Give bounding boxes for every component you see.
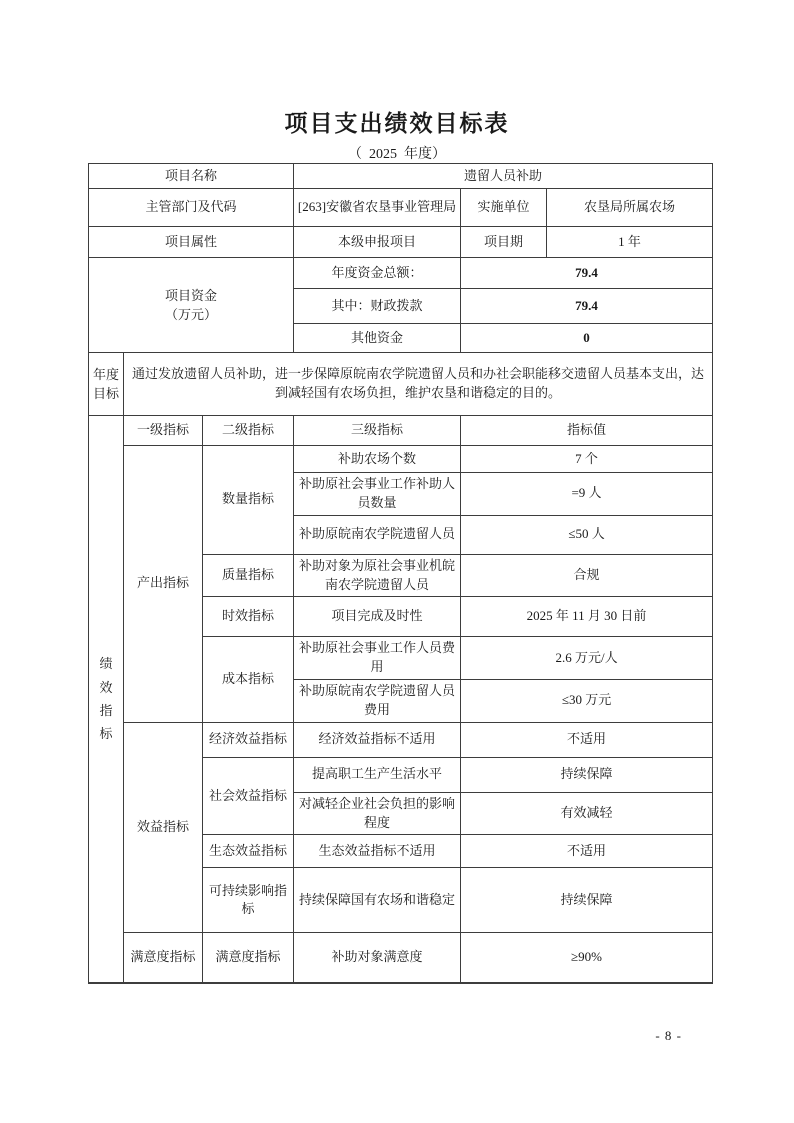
- funds-label: [89, 258, 294, 353]
- indicator-value: 2025 年 11 月 30 日前: [461, 597, 713, 637]
- project-name-label: 项目名称: [89, 164, 294, 189]
- attr-label: 项目属性: [89, 227, 294, 258]
- page-number: - 8 -: [655, 1028, 682, 1043]
- indicator-value: 有效减轻: [461, 792, 713, 835]
- level1-output: 产出指标: [124, 446, 203, 723]
- indicator-name: 补助原皖南农学院遗留人员: [294, 515, 461, 554]
- indicator-name: 对减轻企业社会负担的影响程度: [294, 792, 461, 835]
- indicator-value: 不适用: [461, 722, 713, 757]
- indicator-name: 补助原皖南农学院遗留人员费用: [294, 680, 461, 723]
- indicator-name: 提高职工生产生活水平: [294, 757, 461, 792]
- level1-satisfaction: 满意度指标: [124, 933, 203, 983]
- level2-quality: 质量指标: [203, 554, 294, 597]
- period-label: 项目期: [461, 227, 547, 258]
- indicator-value: ≤50 人: [461, 515, 713, 554]
- level2-sustainable: 可持续影响指标: [203, 868, 294, 933]
- level2-ecological: 生态效益指标: [203, 835, 294, 868]
- level2-economic: 经济效益指标: [203, 722, 294, 757]
- indicators-side-label: 绩效指标: [89, 416, 124, 983]
- project-name-value: 遗留人员补助: [294, 164, 713, 189]
- funds-other-value: 0: [461, 324, 713, 353]
- row-department: [89, 189, 713, 227]
- funds-total-value: 79.4: [461, 258, 713, 289]
- level2-satisfaction: 满意度指标: [203, 933, 294, 983]
- indicator-name: 补助农场个数: [294, 446, 461, 473]
- row-attribute: [89, 227, 713, 258]
- indicator-row: [89, 933, 713, 983]
- attr-value: 本级申报项目: [294, 227, 461, 258]
- indicator-name: 补助对象为原社会事业机皖南农学院遗留人员: [294, 554, 461, 597]
- header-level2: 二级指标: [203, 416, 294, 446]
- header-level3: 三级指标: [294, 416, 461, 446]
- header-value: 指标值: [461, 416, 713, 446]
- indicator-value: ≥90%: [461, 933, 713, 983]
- page-subtitle-year: （ 2025 年度）: [348, 147, 446, 162]
- dept-value: [263]安徽省农垦事业管理局: [294, 189, 461, 227]
- level2-timeliness: 时效指标: [203, 597, 294, 637]
- funds-label-line1: 项目资金: [164, 287, 217, 303]
- indicator-row: [89, 446, 713, 473]
- funds-label-line2: （万元）: [164, 307, 217, 322]
- indicator-value: 持续保障: [461, 868, 713, 933]
- indicator-name: 补助对象满意度: [294, 933, 461, 983]
- row-funds-total: [89, 258, 713, 289]
- indicator-value: 2.6 万元/人: [461, 637, 713, 680]
- indicator-value: 不适用: [461, 835, 713, 868]
- indicator-name: 补助原社会事业工作人员费用: [294, 637, 461, 680]
- indicator-value: 合规: [461, 554, 713, 597]
- funds-fiscal-label: 其中：财政拨款: [294, 289, 461, 324]
- indicator-name: 经济效益指标不适用: [294, 722, 461, 757]
- indicator-value: =9 人: [461, 473, 713, 516]
- period-value: 1 年: [547, 227, 713, 258]
- indicator-value: 7 个: [461, 446, 713, 473]
- funds-fiscal-value: 79.4: [461, 289, 713, 324]
- header-level1: 一级指标: [124, 416, 203, 446]
- level2-social: 社会效益指标: [203, 757, 294, 835]
- page-title: 项目支出绩效目标表: [284, 111, 510, 136]
- funds-total-label: 年度资金总额：: [294, 258, 461, 289]
- impl-unit-value: 农垦局所属农场: [547, 189, 713, 227]
- level2-quantity: 数量指标: [203, 446, 294, 555]
- row-project-name: [89, 164, 713, 189]
- funds-other-label: 其他资金: [294, 324, 461, 353]
- indicator-name: 生态效益指标不适用: [294, 835, 461, 868]
- annual-goal-text: 通过发放遗留人员补助，进一步保障原皖南农学院遗留人员和办社会职能移交遗留人员基本支出，达到减轻国有农场负担，维护农垦和谐稳定的目的。: [124, 353, 713, 416]
- performance-target-table: [88, 163, 713, 984]
- indicator-value: ≤30 万元: [461, 680, 713, 723]
- impl-unit-label: 实施单位: [461, 189, 547, 227]
- indicator-row: [89, 722, 713, 757]
- level2-cost: 成本指标: [203, 637, 294, 722]
- dept-label: 主管部门及代码: [89, 189, 294, 227]
- indicator-name: 项目完成及时性: [294, 597, 461, 637]
- annual-goal-label: 年度目标: [89, 353, 124, 416]
- indicator-value: 持续保障: [461, 757, 713, 792]
- level1-benefit: 效益指标: [124, 722, 203, 933]
- indicator-name: 补助原社会事业工作补助人员数量: [294, 473, 461, 516]
- indicator-name: 持续保障国有农场和谐稳定: [294, 868, 461, 933]
- row-annual-goal: [89, 353, 713, 416]
- row-indicator-header: [89, 416, 713, 446]
